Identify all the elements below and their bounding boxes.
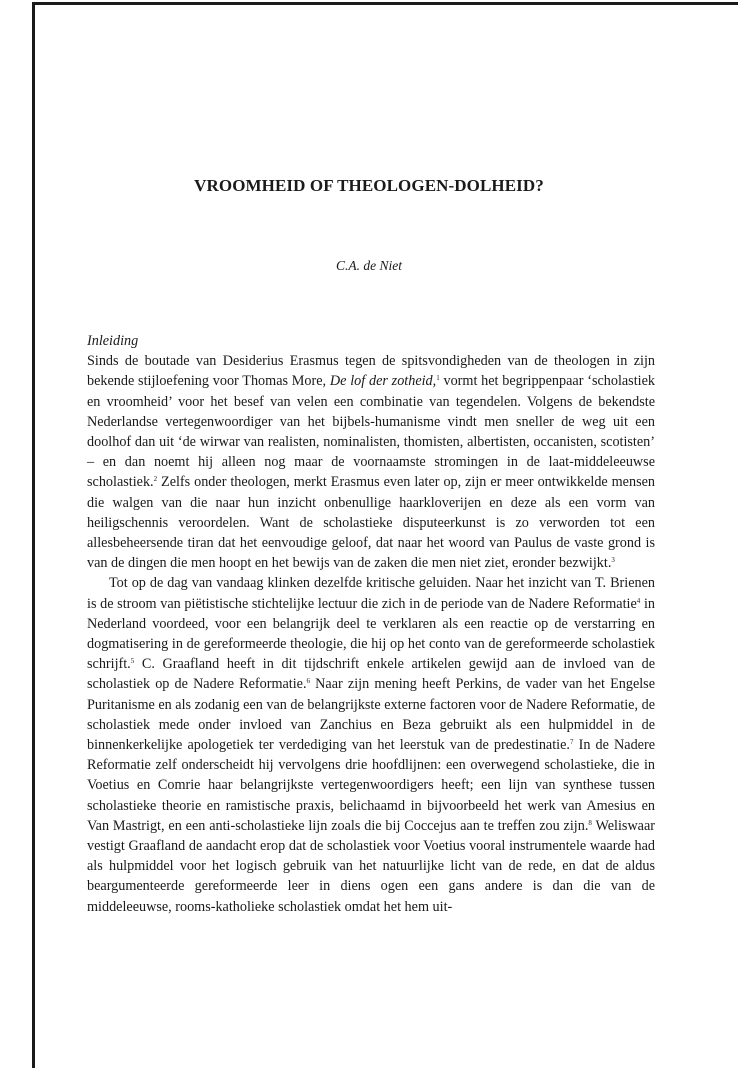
paragraph-text: C. Graafland heeft in dit tijdschrift enkele artikelen gewijd aan de invloed van de scholastiek op de Nadere Reformatie. [87, 656, 655, 693]
footnote-marker: 6 [306, 677, 311, 686]
paragraph-text: in Nederland voordeed, voor een belangrijk deel te verklaren als een reactie op de verstarring en dogmatisering in de gereformeerde theologie, die hij op het conto van de gereformeerde scholastiek schrijft. [87, 595, 655, 673]
article-author: C.A. de Niet [336, 258, 402, 273]
paragraph-text: Zelfs onder theologen, merkt Erasmus even later op, zijn er meer ontwikkelde mensen die walgen van die naar hun inzicht onbenullige haarkloverijen en deze als een vorm van heiligschennis veroordelen. Want de scholastieke disputeerkunst is zo verworden tot een allesbeheersende tiran dat het eenvoudige geloof, dat naar het woord van Paulus de vaste grond is van de dingen die men hoopt en het bewijs van de zaken die men niet ziet, eronder bezwijkt. [87, 474, 655, 572]
book-title: De lof der zotheid, [329, 373, 437, 390]
article-title: VROOMHEID OF THEOLOGEN-DOLHEID? [194, 176, 544, 195]
section-heading: Inleiding [87, 333, 139, 349]
footnote-marker: 2 [153, 475, 158, 484]
paragraph-text: In de Nadere Reformatie zelf onderscheidt hij vervolgens drie hoofdlijnen: een overwegend scholastieke, die in Voetius en Comrie haar belangrijkste vertegenwoordigers heeft; een lijn van synthese tussen scholastieke theorie en ramistische praxis, belichaamd in bijvoorbeeld het werk van Amesius en Van Mastrigt, en een anti-scholastieke lijn zoals die bij Coccejus aan te treffen zou zijn. [87, 737, 655, 834]
footnote-marker: 7 [569, 738, 574, 747]
paragraph-text: Naar zijn mening heeft Perkins, de vader van het Engelse Puritanisme en als zodanig een van de belangrijkste externe factoren voor de Nadere Reformatie, de scholastiek mede onder invloed van Zanchius en Beza gebruikt als een hulpmiddel in de binnenkerkelijke apologetiek ter verdediging van het leerstuk van de predestinatie. [87, 676, 655, 754]
footnote-marker: 8 [588, 818, 592, 827]
article-body [87, 331, 655, 917]
paragraph [87, 351, 655, 573]
paragraph-text: vormt het begrippenpaar ‘scholastiek en vroomheid’ voor het besef van velen een combinatie van tegendelen. Volgens de bekendste Nederlandse vertegenwoordiger van het bijbels-humanisme vindt men sneller de weg uit een doolhof dan uit ‘de wirwar van realisten, nominalisten, thomisten, albertisten, occanisten, scotisten’ – en dan noemt hij alleen nog maar de voornaamste stromingen in de laat-middeleeuwse scholastiek. [87, 373, 655, 491]
page-border-left [32, 2, 35, 1068]
page-border-top [32, 2, 738, 5]
footnote-marker: 5 [130, 657, 135, 666]
paragraph-text: Sinds de boutade van Desiderius Erasmus tegen de spitsvondigheden van de theologen in zijn bekende stijloefening voor Thomas More, [87, 353, 655, 390]
footnote-marker: 1 [436, 374, 440, 383]
paragraph [87, 573, 655, 916]
paragraph-text: Weliswaar vestigt Graafland de aandacht erop dat de scholastiek voor Voetius vooral instrumentele waarde had als hulpmiddel voor het logisch gebruik van het natuurlijke licht van de rede, en dat de aldus beargumenteerde gereformeerde leer in diens ogen een gans andere is dan die van de middeleeuwse, rooms-katholieke scholastiek omdat het hem uit- [87, 817, 656, 915]
paragraph-text: Tot op de dag van vandaag klinken dezelfde kritische geluiden. Naar het inzicht van T. Brienen is de stroom van piëtistische stichtelijke lectuur die zich in de periode van de Nadere Reformatie [87, 575, 655, 612]
footnote-marker: 4 [636, 596, 641, 605]
footnote-marker: 3 [611, 556, 615, 565]
